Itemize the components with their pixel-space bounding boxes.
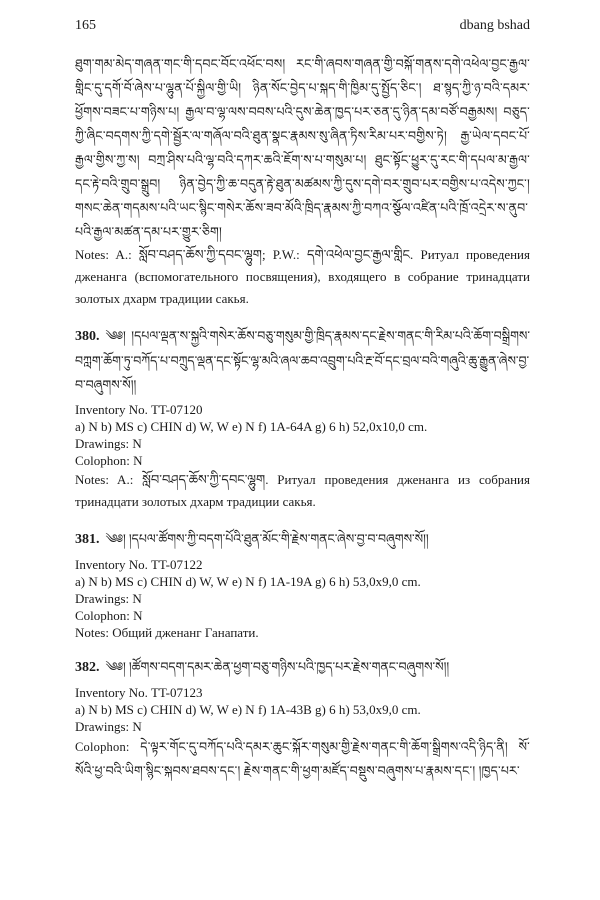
drawings-line: Drawings: N bbox=[75, 436, 142, 451]
page-body bbox=[75, 52, 530, 783]
intro-tibetan-text: ཐུག་གམ་མེད་གཞན་གང་གི་དབང་བོང་འཕོང་བས། རང་གི་ཞབས་གཞན་གྱི་བསྐོ་གནས་དགེ་འཕེལ་བྱང་རྒྱལ་གླིང་དུ་དགོ་བོ་ཞེས་པ་ལྷུན་པོ་སྐྱིལ་གྱི་ཡི། ཉིན་སོང་བྱེད་པ་སྐད་གི་ཁྱིམ་དུ་སྤྱོད་ཅིང་། ཐ་སྙད་ཀྱི་ཉ་བའི་དམར་ཕྱོགས་བཟང་པ་གཉིས་པ། རྒྱལ་བ་ལྷ་ལས་བབས་པའི་དུས་ཆེན་ཁྱད་པར་ཅན་དུ་ཉིན་དམ་བཙོ་བརྒྱམས། བཅུད་ཀྱི་ཞིང་བདགས་ཀྱི་དགེ་སྦྱོར་ལ་གཞོལ་བའི་ཐུན་སྣང་རྣམས་སུ་ཞིན་ཏིས་རིམ་པར་བགྱིས་ཏེ། རྒྱ་ཡེལ་དབང་པོ་རྒྱལ་གྱིས་ཀྱ་ས། བཀྲ་ཤིས་པའི་ལྷ་བའི་དཀར་ཆའི་ཇོག་ས་པ་གསུམ་པ། ཐུང་སྟོང་ཕྱུར་དུ་རང་གི་དཔལ་མ་རྒྱལ་དང་རྟེ་བའི་གྲུབ་སྒྲུབ། ཉིན་བྱེད་ཀྱི་ཆ་བདུན་རྟེ་ཐུན་མཚམས་ཀྱི་དུས་དགེ་བར་གྲུབ་པར་བགྱིས་པ་འདེས་ཀྱང་། གསང་ཆེན་གདམས་པའི་ཡང་སྙིང་གསེར་ཆོས་ཟབ་མོའི་ཁྲིད་རྣམས་ཀྱི་བཀའ་སྩོལ་འཛིན་པའི་ཁྲོ་འདྲེར་ས་ནུབ་པའི་རྒྱལ་མཚན་དམ་པར་གྱུར་ཅིག། bbox=[75, 57, 530, 239]
drawings-line: Drawings: N bbox=[75, 719, 142, 734]
catalog-entry-380 bbox=[75, 324, 530, 513]
entry-codes: a) N b) MS c) CHIN d) W, W e) N f) 1A-64A g) 6 h) 52,0x10,0 cm. bbox=[75, 419, 428, 434]
entry-notes: Notes: Общий дженанг Ганапати. bbox=[75, 625, 259, 640]
catalog-entry-382 bbox=[75, 655, 530, 783]
entry-title-tibetan: ༄༅། །དཔལ་ཚོགས་ཀྱི་བདག་པོའི་ཐུན་མོང་གི་རྗེས་གནང་ཞེས་བྱ་བ་བཞུགས་སོ།། bbox=[105, 532, 429, 546]
inventory-number: Inventory No. TT-07120 bbox=[75, 402, 203, 417]
running-title: dbang bshad bbox=[459, 18, 530, 33]
inventory-number: Inventory No. TT-07123 bbox=[75, 685, 203, 700]
entry-codes: a) N b) MS c) CHIN d) W, W e) N f) 1A-19A g) 6 h) 53,0x9,0 cm. bbox=[75, 574, 421, 589]
entry-heading bbox=[75, 527, 530, 552]
inventory-number: Inventory No. TT-07122 bbox=[75, 557, 203, 572]
entry-heading bbox=[75, 655, 530, 680]
entry-number: 382. bbox=[75, 660, 100, 675]
entry-title-tibetan: ༄༅། །ཚོགས་བདག་དམར་ཆེན་ཕྱག་བཅུ་གཉིས་པའི་ཁྱད་པར་རྗེས་གནང་བཞུགས་སོ།། bbox=[105, 660, 450, 674]
intro-section bbox=[75, 52, 530, 310]
entry-codes: a) N b) MS c) CHIN d) W, W e) N f) 1A-43B g) 6 h) 53,0x9,0 cm. bbox=[75, 702, 421, 717]
entry-number: 380. bbox=[75, 329, 100, 344]
document-page bbox=[75, 0, 530, 900]
catalog-entry-381 bbox=[75, 527, 530, 641]
intro-notes: Notes: A.: སློབ་བཤད་ཆོས་ཀྱི་དབང་ལྷུག; P.W.: དགེ་འཕེལ་བྱང་རྒྱལ་གླིང. Ритуал проведения дженанга (вспомогательного посвящения), входящего в собрание тринадцати золотых дхарм традиции сакья. bbox=[75, 247, 530, 306]
colophon-line: Colophon: N bbox=[75, 453, 143, 468]
entry-number: 381. bbox=[75, 532, 100, 547]
entry-notes: Notes: A.: སློབ་བཤད་ཆོས་ཀྱི་དབང་ལྷུག. Ритуал проведения дженанга из собрания тринадцати золотых дхарм традиции сакья. bbox=[75, 472, 530, 509]
colophon-line: Colophon: དེ་ལྟར་གོང་དུ་བཀོད་པའི་དམར་ཆུང་སྐོར་གསུམ་གྱི་རྗེས་གནང་གི་ཆོག་སྒྲིགས་འདི་ཉིད་ནི། སོ་སོའི་ཕྱ་བའི་ཡིག་སྙིང་སྐབས་ཐབས་དང་། རྗེས་གནང་གི་ཕྱག་མཛོད་བསྡུས་བཞུགས་པ་རྣམས་དང་། །ཁྱད་པར་ bbox=[75, 740, 530, 778]
entry-title-tibetan: ༄༅། །དཔལ་ལྡན་ས་སྐྱའི་གསེར་ཆོས་བཅུ་གསུམ་གྱི་ཁྲིད་རྣམས་དང་རྗེས་གནང་གི་རིམ་པའི་ཆོག་བསྒྲིགས་བཀླག་ཆོག་ཏུ་བཀོད་པ་བཀྲུད་ལྡན་དང་སྟོང་ལྷ་མའི་ཞལ་ཆབ་འབྲུག་པའི་རྔ་བོ་དང་བྲལ་བའི་གཞུའི་ཆུ་རྒྱུན་ཞེས་བྱ་བ་བཞུགས་སོ།། bbox=[75, 329, 530, 392]
page-header bbox=[75, 18, 530, 38]
drawings-line: Drawings: N bbox=[75, 591, 142, 606]
entry-heading bbox=[75, 324, 530, 397]
page-number: 165 bbox=[75, 18, 96, 33]
colophon-line: Colophon: N bbox=[75, 608, 143, 623]
